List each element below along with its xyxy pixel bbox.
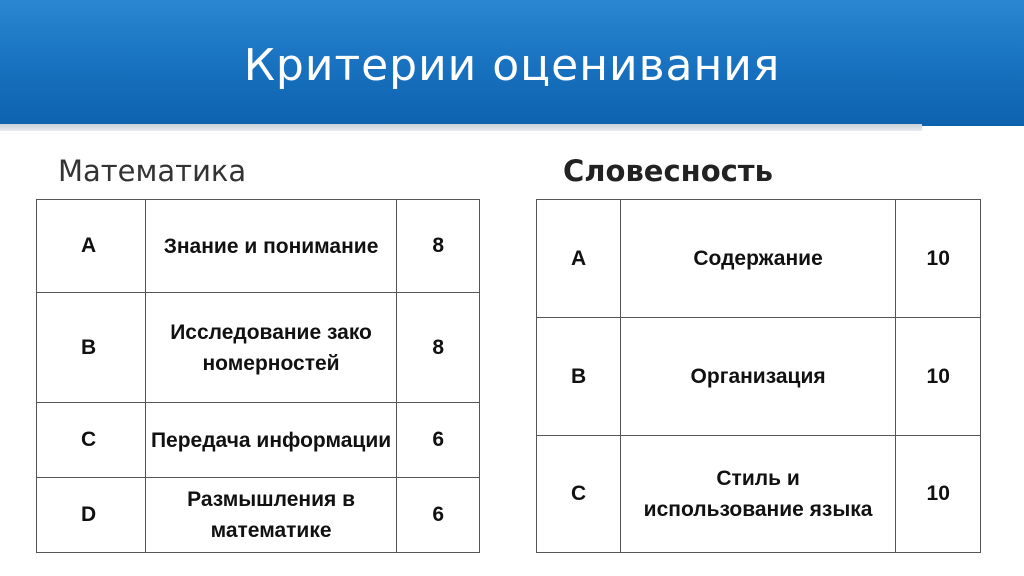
criterion-code: B — [537, 318, 621, 436]
math-heading: Математика — [58, 154, 247, 188]
slide-title: Критерии оценивания — [243, 40, 781, 91]
criterion-score: 10 — [896, 436, 981, 553]
criterion-score: 6 — [397, 478, 480, 553]
criterion-score: 10 — [896, 200, 981, 318]
criterion-description: Размышления в математике — [145, 478, 397, 553]
table-row — [537, 200, 981, 318]
literature-heading: Словесность — [563, 154, 773, 188]
table-row — [37, 200, 480, 293]
criterion-description: Содержание — [620, 200, 896, 318]
literature-criteria-table — [536, 199, 981, 553]
criterion-score: 6 — [397, 403, 480, 478]
table-row — [37, 403, 480, 478]
criterion-description: Стиль и использование языка — [620, 436, 896, 553]
criterion-code: C — [537, 436, 621, 553]
criterion-code: C — [37, 403, 146, 478]
banner-shadow — [0, 124, 922, 131]
criterion-description: Организация — [620, 318, 896, 436]
math-criteria-table — [36, 199, 480, 553]
table-row — [37, 293, 480, 403]
criterion-code: B — [37, 293, 146, 403]
criterion-description: Передача информации — [145, 403, 397, 478]
criterion-code: A — [537, 200, 621, 318]
criterion-score: 10 — [896, 318, 981, 436]
criterion-code: D — [37, 478, 146, 553]
criterion-description: Знание и понимание — [145, 200, 397, 293]
criterion-score: 8 — [397, 293, 480, 403]
criterion-score: 8 — [397, 200, 480, 293]
table-row — [537, 436, 981, 553]
criterion-code: A — [37, 200, 146, 293]
criterion-description: Исследование закономерностей — [145, 293, 397, 403]
table-row — [37, 478, 480, 553]
table-row — [537, 318, 981, 436]
